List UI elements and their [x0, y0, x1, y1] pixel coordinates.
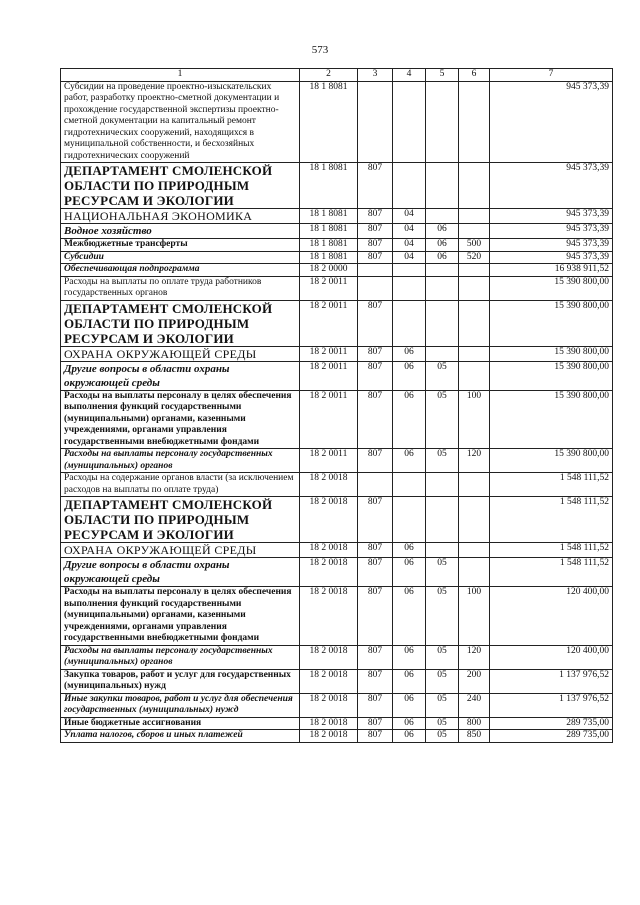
expense-type-cell	[459, 300, 490, 346]
section-code-cell	[393, 497, 426, 543]
subsection-code-cell	[426, 163, 459, 209]
ministry-code-cell: 807	[358, 251, 393, 264]
description-cell: Расходы на выплаты персоналу государственных (муниципальных) органов	[61, 645, 300, 669]
subsection-code-cell: 05	[426, 558, 459, 587]
table-row	[61, 497, 613, 543]
subsection-code-cell	[426, 473, 459, 497]
amount-cell: 1 137 976,52	[490, 669, 613, 693]
description-cell: Иные закупки товаров, работ и услуг для обеспечения государственных (муниципальных) нужд	[61, 693, 300, 717]
description-cell: Расходы на выплаты персоналу государственных (муниципальных) органов	[61, 449, 300, 473]
table-row	[61, 224, 613, 239]
section-code-cell	[393, 473, 426, 497]
section-code-cell	[393, 300, 426, 346]
target-code-cell: 18 2 0011	[300, 276, 358, 300]
target-code-cell: 18 2 0018	[300, 558, 358, 587]
subsection-code-cell: 06	[426, 224, 459, 239]
section-code-cell: 06	[393, 361, 426, 390]
section-code-cell: 06	[393, 669, 426, 693]
expense-type-cell: 240	[459, 693, 490, 717]
expense-type-cell	[459, 224, 490, 239]
expense-type-cell	[459, 361, 490, 390]
expense-type-cell	[459, 163, 490, 209]
description-cell: НАЦИОНАЛЬНАЯ ЭКОНОМИКА	[61, 209, 300, 224]
expense-type-cell: 520	[459, 251, 490, 264]
ministry-code-cell: 807	[358, 346, 393, 361]
target-code-cell: 18 2 0018	[300, 473, 358, 497]
subsection-code-cell	[426, 209, 459, 224]
ministry-code-cell: 807	[358, 449, 393, 473]
expense-type-cell: 100	[459, 390, 490, 449]
target-code-cell: 18 2 0018	[300, 693, 358, 717]
target-code-cell: 18 2 0018	[300, 669, 358, 693]
section-code-cell	[393, 264, 426, 277]
table-row	[61, 251, 613, 264]
target-code-cell: 18 1 8081	[300, 251, 358, 264]
table-row	[61, 449, 613, 473]
amount-cell: 120 400,00	[490, 587, 613, 646]
table-row	[61, 587, 613, 646]
section-code-cell	[393, 81, 426, 163]
description-cell: Другие вопросы в области охраны окружающей среды	[61, 558, 300, 587]
section-code-cell: 06	[393, 645, 426, 669]
header-col-1: 1	[61, 69, 300, 82]
table-row	[61, 645, 613, 669]
amount-cell: 15 390 800,00	[490, 276, 613, 300]
ministry-code-cell	[358, 264, 393, 277]
subsection-code-cell: 05	[426, 717, 459, 730]
target-code-cell: 18 2 0011	[300, 449, 358, 473]
table-row	[61, 390, 613, 449]
amount-cell: 1 548 111,52	[490, 473, 613, 497]
description-cell: Межбюджетные трансферты	[61, 239, 300, 252]
expense-type-cell	[459, 264, 490, 277]
amount-cell: 289 735,00	[490, 730, 613, 743]
table-row	[61, 81, 613, 163]
amount-cell: 15 390 800,00	[490, 361, 613, 390]
ministry-code-cell	[358, 276, 393, 300]
ministry-code-cell: 807	[358, 669, 393, 693]
table-row	[61, 717, 613, 730]
amount-cell: 1 548 111,52	[490, 543, 613, 558]
description-cell: ДЕПАРТАМЕНТ СМОЛЕНСКОЙ ОБЛАСТИ ПО ПРИРОДНЫМ РЕСУРСАМ И ЭКОЛОГИИ	[61, 300, 300, 346]
ministry-code-cell: 807	[358, 239, 393, 252]
subsection-code-cell: 05	[426, 693, 459, 717]
description-cell: Субсидии на проведение проектно-изыскательских работ, разработку проектно-сметной документации и прохождение государственной экспертизы проектно-сметной документации на капитальный ремонт гидротехнических сооружений, находящихся в муниципальной собственности, и бесхозяйных гидротехнических сооружений	[61, 81, 300, 163]
expense-type-cell	[459, 346, 490, 361]
section-code-cell: 04	[393, 224, 426, 239]
amount-cell: 289 735,00	[490, 717, 613, 730]
header-col-5: 5	[426, 69, 459, 82]
description-cell: Водное хозяйство	[61, 224, 300, 239]
description-cell: ОХРАНА ОКРУЖАЮЩЕЙ СРЕДЫ	[61, 543, 300, 558]
amount-cell: 945 373,39	[490, 224, 613, 239]
description-cell: Расходы на выплаты персоналу в целях обеспечения выполнения функций государственными (муниципальными) органами, казенными учреждениями, органами управления государственными внебюджетными фондами	[61, 587, 300, 646]
target-code-cell: 18 1 8081	[300, 239, 358, 252]
subsection-code-cell	[426, 264, 459, 277]
subsection-code-cell	[426, 276, 459, 300]
subsection-code-cell	[426, 300, 459, 346]
amount-cell: 15 390 800,00	[490, 300, 613, 346]
expense-type-cell	[459, 497, 490, 543]
amount-cell: 1 548 111,52	[490, 558, 613, 587]
page-number: 573	[311, 44, 329, 56]
target-code-cell: 18 2 0000	[300, 264, 358, 277]
table-row	[61, 558, 613, 587]
ministry-code-cell: 807	[358, 361, 393, 390]
subsection-code-cell: 06	[426, 239, 459, 252]
table-row	[61, 361, 613, 390]
table-row	[61, 300, 613, 346]
amount-cell: 16 938 911,52	[490, 264, 613, 277]
description-cell: Расходы на выплаты персоналу в целях обеспечения выполнения функций государственными (муниципальными) органами, казенными учреждениями, органами управления государственными внебюджетными фондами	[61, 390, 300, 449]
ministry-code-cell	[358, 473, 393, 497]
description-cell: Другие вопросы в области охраны окружающей среды	[61, 361, 300, 390]
header-col-3: 3	[358, 69, 393, 82]
table-row	[61, 209, 613, 224]
description-cell: Иные бюджетные ассигнования	[61, 717, 300, 730]
subsection-code-cell	[426, 346, 459, 361]
target-code-cell: 18 2 0018	[300, 587, 358, 646]
target-code-cell: 18 2 0018	[300, 497, 358, 543]
target-code-cell: 18 2 0018	[300, 730, 358, 743]
ministry-code-cell: 807	[358, 163, 393, 209]
amount-cell: 120 400,00	[490, 645, 613, 669]
amount-cell: 15 390 800,00	[490, 390, 613, 449]
target-code-cell: 18 2 0018	[300, 543, 358, 558]
section-code-cell: 06	[393, 390, 426, 449]
section-code-cell	[393, 276, 426, 300]
target-code-cell: 18 1 8081	[300, 224, 358, 239]
target-code-cell: 18 2 0011	[300, 390, 358, 449]
expense-type-cell: 200	[459, 669, 490, 693]
section-code-cell: 04	[393, 209, 426, 224]
target-code-cell: 18 2 0018	[300, 717, 358, 730]
expense-type-cell: 500	[459, 239, 490, 252]
section-code-cell: 06	[393, 693, 426, 717]
description-cell: Расходы на выплаты по оплате труда работников государственных органов	[61, 276, 300, 300]
section-code-cell: 06	[393, 558, 426, 587]
ministry-code-cell: 807	[358, 558, 393, 587]
subsection-code-cell: 05	[426, 449, 459, 473]
expense-type-cell: 800	[459, 717, 490, 730]
section-code-cell: 06	[393, 346, 426, 361]
section-code-cell: 06	[393, 449, 426, 473]
amount-cell: 1 137 976,52	[490, 693, 613, 717]
description-cell: Субсидии	[61, 251, 300, 264]
amount-cell: 945 373,39	[490, 251, 613, 264]
section-code-cell: 04	[393, 239, 426, 252]
section-code-cell: 04	[393, 251, 426, 264]
expense-type-cell	[459, 543, 490, 558]
subsection-code-cell	[426, 543, 459, 558]
ministry-code-cell: 807	[358, 497, 393, 543]
table-row	[61, 730, 613, 743]
table-row	[61, 693, 613, 717]
subsection-code-cell	[426, 497, 459, 543]
budget-table	[60, 68, 613, 743]
table-row	[61, 163, 613, 209]
header-col-6: 6	[459, 69, 490, 82]
ministry-code-cell: 807	[358, 730, 393, 743]
amount-cell: 1 548 111,52	[490, 497, 613, 543]
subsection-code-cell: 06	[426, 251, 459, 264]
subsection-code-cell: 05	[426, 390, 459, 449]
amount-cell: 945 373,39	[490, 163, 613, 209]
subsection-code-cell: 05	[426, 587, 459, 646]
amount-cell: 945 373,39	[490, 81, 613, 163]
expense-type-cell	[459, 209, 490, 224]
amount-cell: 15 390 800,00	[490, 449, 613, 473]
ministry-code-cell	[358, 81, 393, 163]
ministry-code-cell: 807	[358, 717, 393, 730]
description-cell: Обеспечивающая подпрограмма	[61, 264, 300, 277]
description-cell: Расходы на содержание органов власти (за исключением расходов на выплаты по оплате труда)	[61, 473, 300, 497]
target-code-cell: 18 2 0011	[300, 300, 358, 346]
subsection-code-cell	[426, 81, 459, 163]
description-cell: Закупка товаров, работ и услуг для государственных (муниципальных) нужд	[61, 669, 300, 693]
ministry-code-cell: 807	[358, 587, 393, 646]
section-code-cell: 06	[393, 717, 426, 730]
table-row	[61, 264, 613, 277]
subsection-code-cell: 05	[426, 669, 459, 693]
table-body	[61, 81, 613, 742]
target-code-cell: 18 2 0018	[300, 645, 358, 669]
subsection-code-cell: 05	[426, 361, 459, 390]
table-row	[61, 473, 613, 497]
header-col-4: 4	[393, 69, 426, 82]
target-code-cell: 18 1 8081	[300, 209, 358, 224]
expense-type-cell: 120	[459, 645, 490, 669]
table-row	[61, 346, 613, 361]
expense-type-cell	[459, 276, 490, 300]
expense-type-cell	[459, 81, 490, 163]
expense-type-cell: 100	[459, 587, 490, 646]
ministry-code-cell: 807	[358, 390, 393, 449]
description-cell: ОХРАНА ОКРУЖАЮЩЕЙ СРЕДЫ	[61, 346, 300, 361]
section-code-cell: 06	[393, 730, 426, 743]
description-cell: Уплата налогов, сборов и иных платежей	[61, 730, 300, 743]
ministry-code-cell: 807	[358, 300, 393, 346]
target-code-cell: 18 1 8081	[300, 81, 358, 163]
ministry-code-cell: 807	[358, 224, 393, 239]
header-col-2: 2	[300, 69, 358, 82]
expense-type-cell: 120	[459, 449, 490, 473]
amount-cell: 15 390 800,00	[490, 346, 613, 361]
subsection-code-cell: 05	[426, 645, 459, 669]
ministry-code-cell: 807	[358, 693, 393, 717]
target-code-cell: 18 2 0011	[300, 346, 358, 361]
target-code-cell: 18 1 8081	[300, 163, 358, 209]
ministry-code-cell: 807	[358, 209, 393, 224]
subsection-code-cell: 05	[426, 730, 459, 743]
table-row	[61, 239, 613, 252]
description-cell: ДЕПАРТАМЕНТ СМОЛЕНСКОЙ ОБЛАСТИ ПО ПРИРОДНЫМ РЕСУРСАМ И ЭКОЛОГИИ	[61, 497, 300, 543]
description-cell: ДЕПАРТАМЕНТ СМОЛЕНСКОЙ ОБЛАСТИ ПО ПРИРОДНЫМ РЕСУРСАМ И ЭКОЛОГИИ	[61, 163, 300, 209]
header-row	[61, 69, 613, 82]
target-code-cell: 18 2 0011	[300, 361, 358, 390]
ministry-code-cell: 807	[358, 543, 393, 558]
ministry-code-cell: 807	[358, 645, 393, 669]
section-code-cell	[393, 163, 426, 209]
table-row	[61, 669, 613, 693]
table-row	[61, 543, 613, 558]
section-code-cell: 06	[393, 543, 426, 558]
table-row	[61, 276, 613, 300]
expense-type-cell	[459, 473, 490, 497]
header-col-7: 7	[490, 69, 613, 82]
amount-cell: 945 373,39	[490, 209, 613, 224]
expense-type-cell	[459, 558, 490, 587]
amount-cell: 945 373,39	[490, 239, 613, 252]
section-code-cell: 06	[393, 587, 426, 646]
expense-type-cell: 850	[459, 730, 490, 743]
